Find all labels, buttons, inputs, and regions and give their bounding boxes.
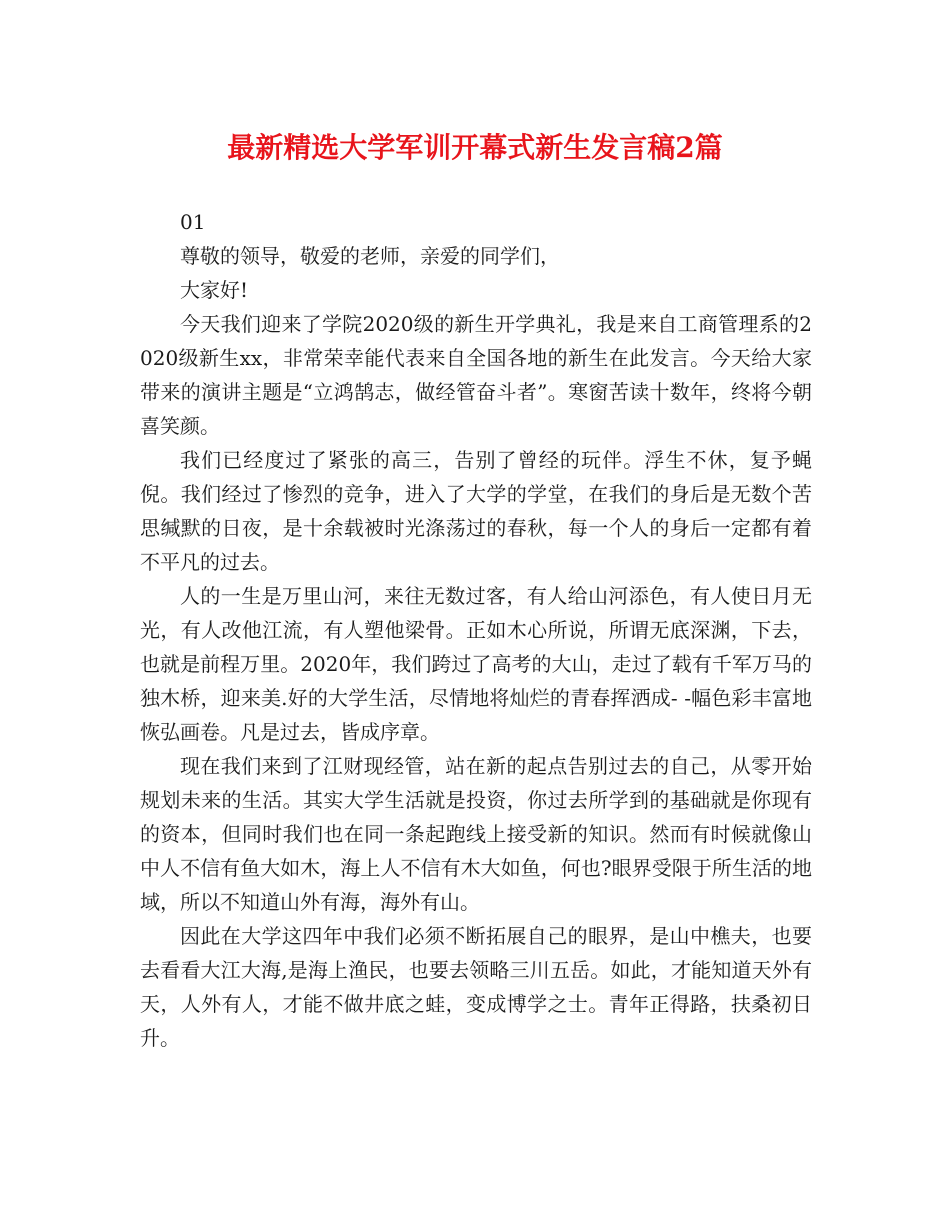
body-paragraph: 今天我们迎来了学院2020级的新生开学典礼，我是来自工商管理系的2020级新生xx，非常荣幸能代表来自全国各地的新生在此发言。今天给大家带来的演讲主题是“立鸿鹄志，做经管奋斗者”。寒窗苦读十数年，终将今朝喜笑颜。 — [140, 312, 812, 438]
body-paragraph: 因此在大学这四年中我们必须不断拓展自己的眼界，是山中樵夫，也要去看看大江大海,是海上渔民，也要去领略三川五岳。如此，才能知道天外有天，人外有人，才能不做井底之蛙，变成博学之士。青年正得路，扶桑初日升。 — [140, 924, 812, 1050]
section-number: 01 — [180, 210, 206, 234]
document-body — [140, 205, 812, 1055]
body-paragraph: 现在我们来到了江财现经管，站在新的起点告别过去的自己，从零开始规划未来的生活。其实大学生活就是投资，你过去所学到的基础就是你现有的资本，但同时我们也在同一条起跑线上接受新的知识。然而有时候就像山中人不信有鱼大如木，海上人不信有木大如鱼，何也?眼界受限于所生活的地域，所以不知道山外有海，海外有山。 — [140, 754, 812, 914]
greeting: 大家好! — [180, 278, 249, 302]
document-title: 最新精选大学军训开幕式新生发言稿2篇 — [227, 131, 723, 164]
salutation: 尊敬的领导，敬爱的老师，亲爱的同学们， — [180, 244, 560, 268]
body-paragraph: 人的一生是万里山河，来往无数过客，有人给山河添色，有人使日月无光，有人改他江流，有人塑他梁骨。正如木心所说，所谓无底深渊，下去，也就是前程万里。2020年，我们跨过了高考的大山，走过了载有千军万马的独木桥，迎来美.好的大学生活，尽情地将灿烂的青春挥洒成- -幅色彩丰富地恢弘画卷。凡是过去，皆成序章。 — [140, 584, 812, 744]
body-paragraph: 我们已经度过了紧张的高三，告别了曾经的玩伴。浮生不休，复予蝇倪。我们经过了惨烈的竞争，进入了大学的学堂，在我们的身后是无数个苦思缄默的日夜，是十余载被时光涤荡过的春秋，每一个人的身后一定都有着不平凡的过去。 — [140, 448, 812, 574]
